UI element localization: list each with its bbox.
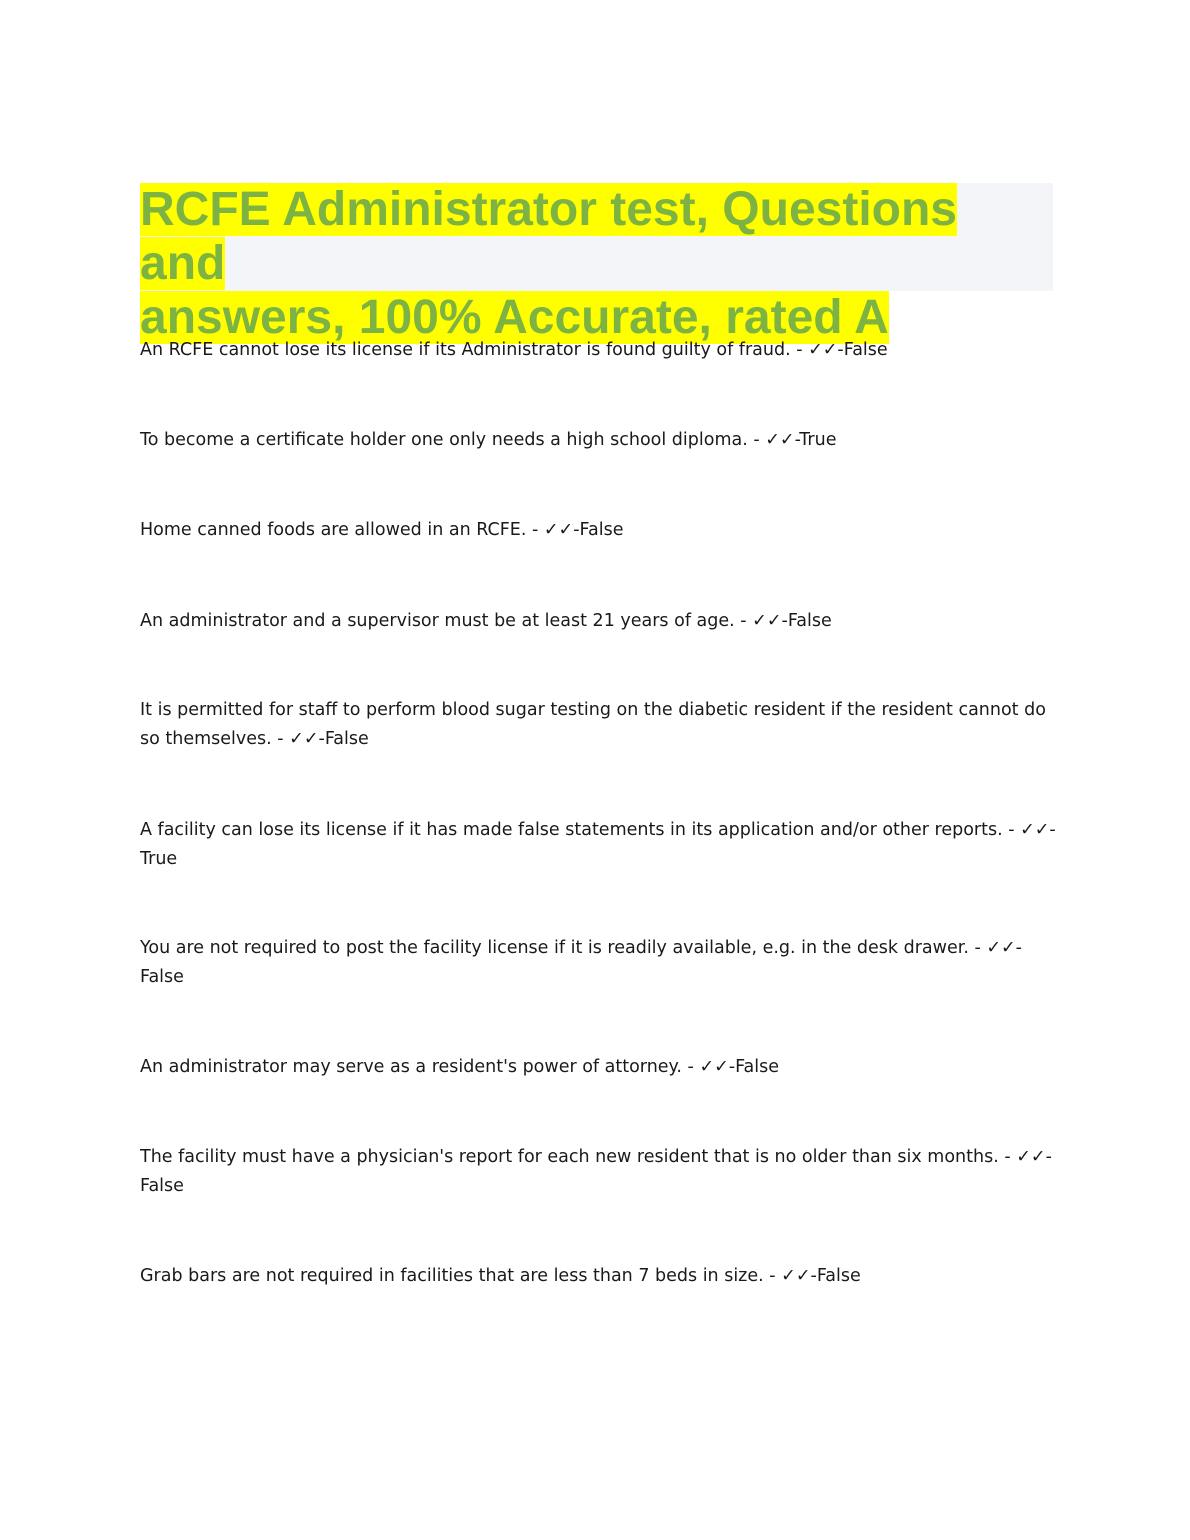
question-text: An RCFE cannot lose its license if its Administrator is found guilty of fraud. xyxy=(140,340,791,360)
separator: - xyxy=(763,1266,782,1286)
separator: - xyxy=(1045,1147,1052,1167)
document-title xyxy=(140,183,1053,345)
separator: - xyxy=(747,430,766,450)
answer-text: False xyxy=(843,340,888,360)
answer-text: False xyxy=(140,967,184,987)
title-line-2: answers, 100% Accurate, rated A xyxy=(140,291,889,344)
qa-item-8 xyxy=(140,1053,1055,1082)
question-text: It is permitted for staff to perform blood sugar testing on the diabetic resident if the resident cannot do so themselves. xyxy=(140,700,1046,749)
qa-item-5 xyxy=(140,696,1055,754)
qa-item-7 xyxy=(140,934,1055,992)
double-check-icon: ✓✓ xyxy=(1016,1147,1046,1167)
separator: - xyxy=(1015,938,1022,958)
double-check-icon: ✓✓ xyxy=(752,611,782,631)
qa-item-9 xyxy=(140,1143,1055,1201)
answer-text: False xyxy=(579,520,624,540)
double-check-icon: ✓✓ xyxy=(699,1057,729,1077)
double-check-icon: ✓✓ xyxy=(781,1266,811,1286)
separator: - xyxy=(810,1266,817,1286)
separator: - xyxy=(1049,820,1055,840)
question-text: An administrator and a supervisor must be at least 21 years of age. xyxy=(140,611,735,631)
title-block xyxy=(140,183,1053,344)
qa-item-6 xyxy=(140,816,1055,874)
answer-text: False xyxy=(735,1057,780,1077)
separator: - xyxy=(790,340,809,360)
question-text: A facility can lose its license if it has made false statements in its application and/or other reports. xyxy=(140,820,1003,840)
double-check-icon: ✓✓ xyxy=(543,520,574,540)
question-text: You are not required to post the facility license if it is readily available, e.g. in the desk drawer. xyxy=(140,938,969,958)
separator: - xyxy=(998,1147,1017,1167)
separator: - xyxy=(734,611,753,631)
double-check-icon: ✓✓ xyxy=(808,340,838,360)
separator: - xyxy=(1002,820,1021,840)
question-text: An administrator may serve as a resident's power of attorney. xyxy=(140,1057,682,1077)
question-text: Home canned foods are allowed in an RCFE. xyxy=(140,520,527,540)
answer-text: True xyxy=(799,430,837,450)
title-line-1: RCFE Administrator test, Questions and xyxy=(140,183,957,290)
answer-text: False xyxy=(787,611,832,631)
qa-item-4 xyxy=(140,607,1055,636)
double-check-icon: ✓✓ xyxy=(1020,820,1050,840)
separator: - xyxy=(526,520,544,540)
qa-item-1 xyxy=(140,336,1055,365)
question-text: The facility must have a physician's report for each new resident that is no older than six months. xyxy=(140,1147,999,1167)
qa-item-10 xyxy=(140,1262,1055,1291)
separator: - xyxy=(728,1057,736,1077)
question-text: To become a certificate holder one only needs a high school diploma. xyxy=(140,430,748,450)
answer-text: False xyxy=(324,729,369,749)
separator: - xyxy=(781,611,788,631)
qa-item-2 xyxy=(140,426,1055,455)
double-check-icon: ✓✓ xyxy=(289,729,319,749)
answer-text: True xyxy=(140,849,178,869)
separator: - xyxy=(681,1057,700,1077)
separator: - xyxy=(837,340,844,360)
separator: - xyxy=(573,520,580,540)
separator: - xyxy=(794,430,800,450)
separator: - xyxy=(968,938,987,958)
double-check-icon: ✓✓ xyxy=(986,938,1016,958)
double-check-icon: ✓✓ xyxy=(765,430,795,450)
qa-item-3 xyxy=(140,516,1055,545)
answer-text: False xyxy=(816,1266,861,1286)
separator: - xyxy=(271,729,290,749)
separator: - xyxy=(318,729,325,749)
answer-text: False xyxy=(140,1176,184,1196)
question-text: Grab bars are not required in facilities that are less than 7 beds in size. xyxy=(140,1266,764,1286)
